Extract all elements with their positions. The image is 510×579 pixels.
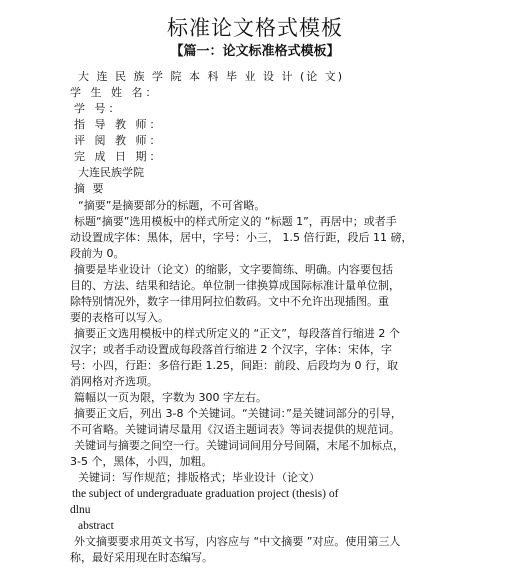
- abstract-line: 号：小四，行距：多倍行距 1.25，间距：前段、后段均为 0 行，取: [70, 359, 398, 372]
- abstract-line: 关键词与摘要之间空一行。关键词词间用分号间隔，末尾不加标点，: [74, 439, 404, 452]
- school-name: 大连民族学院: [78, 166, 144, 179]
- date-label: 完 成 日 期：: [74, 150, 164, 163]
- student-name-label: 学 生 姓 名：: [70, 86, 160, 99]
- english-title-line: dlnu: [70, 504, 91, 516]
- abstract-line: 汉字；或者手动设置成每段落首行缩进 2 个汉字，字体：宋体，字: [70, 343, 392, 356]
- student-id-label: 学 号：: [74, 102, 123, 115]
- document-title: 标准论文格式模板: [167, 16, 343, 40]
- abstract-line: 段前为 0。: [70, 247, 125, 260]
- abstract-heading: 摘 要: [74, 182, 106, 195]
- abstract-line: 摘要正文选用模板中的样式所定义的 “正文”，每段落首行缩进 2 个: [74, 327, 400, 340]
- abstract-line: 篇幅以一页为限，字数为 300 字左右。: [74, 391, 267, 404]
- abstract-line: 动设置成字体：黑体，居中，字号：小三， 1.5 倍行距，段后 11 磅，: [70, 231, 413, 244]
- cover-heading: 大 连 民 族 学 院 本 科 毕 业 设 计 (论 文): [78, 70, 345, 83]
- english-abstract-heading: abstract: [78, 520, 114, 532]
- document-subtitle: 【篇一：论文标准格式模板】: [170, 44, 340, 59]
- abstract-line: 目的、方法、结果和结论。单位制一律换算成国际标准计量单位制，: [70, 279, 400, 292]
- abstract-line: 除特别情况外，数字一律用阿拉伯数码。文中不允许出现插图。重: [70, 295, 389, 308]
- english-abstract-line: 外文摘要要求用英文书写，内容应与 “中文摘要 ”对应。使用第三人: [74, 535, 401, 548]
- keywords-line: 关键词：写作规范；排版格式；毕业设计（论文）: [78, 471, 320, 484]
- abstract-line: 标题“摘要”选用模板中的样式所定义的 “标题 1”，再居中；或者手: [74, 215, 397, 228]
- abstract-line: 摘要正文后，列出 3-8 个关键词。“关键词：”是关键词部分的引导，: [74, 407, 402, 420]
- abstract-line: 要的表格可以写入。: [70, 311, 169, 324]
- english-abstract-line: 称，最好采用现在时态编写。: [70, 551, 213, 564]
- abstract-line: 摘要是毕业设计（论文）的缩影，文字要简练、明确。内容要包括: [74, 263, 393, 276]
- abstract-line: 不可省略。关键词请尽量用《汉语主题词表》等词表提供的规范词。: [70, 423, 400, 436]
- advisor-label: 指 导 教 师：: [74, 118, 164, 131]
- abstract-line: 消网格对齐选项。: [70, 375, 158, 388]
- english-title-line: the subject of undergraduate graduation project (thesis) of: [72, 488, 339, 500]
- reviewer-label: 评 阅 教 师：: [74, 134, 164, 147]
- abstract-line: 3-5 个，黑体，小四，加粗。: [70, 455, 213, 468]
- abstract-line: “摘要”是摘要部分的标题，不可省略。: [78, 199, 266, 212]
